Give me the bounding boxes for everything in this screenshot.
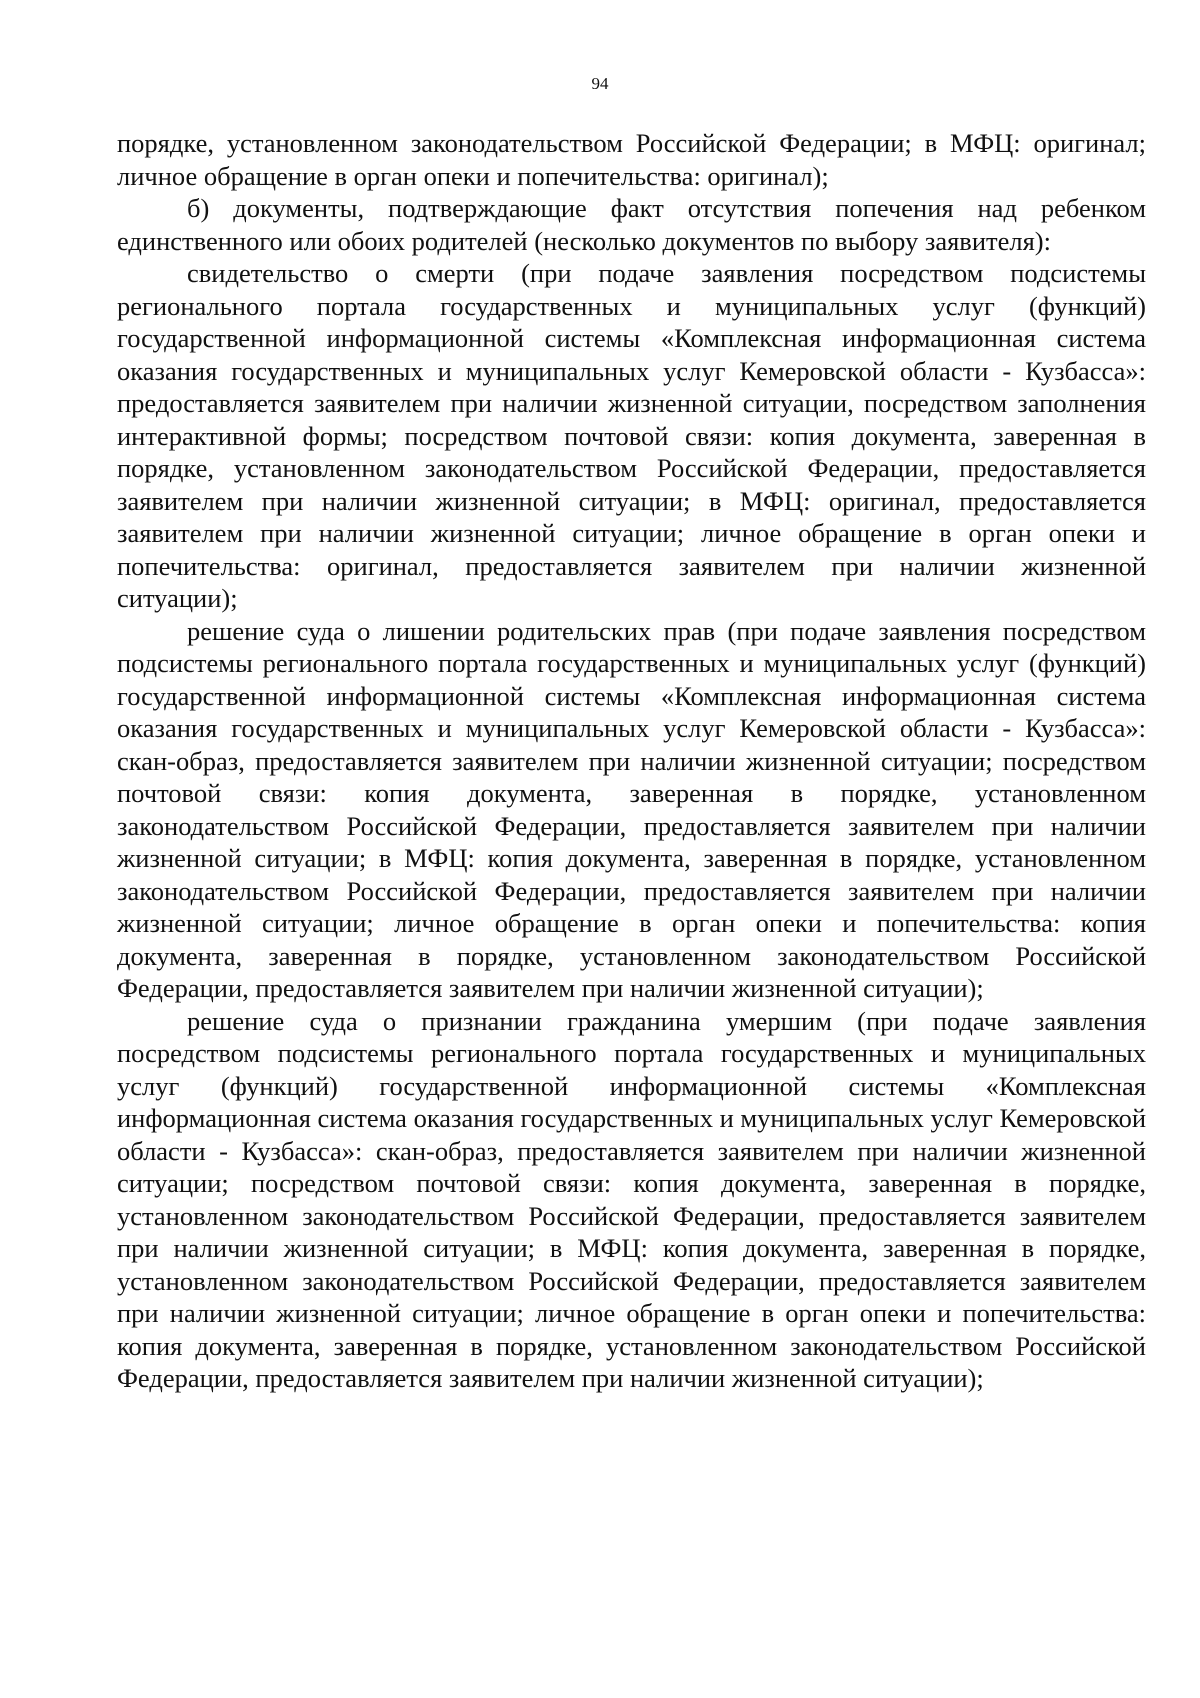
paragraph-court-decision-deceased: решение суда о признании гражданина умершим (при подаче заявления посредством подсистемы регионального портала государственных и муниципальных услуг (функций) государственной информационной системы «Комплексная информационная система оказания государственных и муниципальных услуг Кемеровской области - Кузбасса»: скан-образ, предоставляется заявителем при наличии жизненной ситуации; посредством почтовой связи: копия документа, заверенная в порядке, установленном законодательством Российской Федерации, предоставляется заявителем при наличии жизненной ситуации; в МФЦ: копия документа, заверенная в порядке, установленном законодательством Российской Федерации, предоставляется заявителем при наличии жизненной ситуации; личное обращение в орган опеки и попечительства: копия документа, заверенная в порядке, установленном законодательством Российской Федерации, предоставляется заявителем при наличии жизненной ситуации);	[117, 1005, 1146, 1393]
paragraph-item-b: б) документы, подтверждающие факт отсутствия попечения над ребенком единственного или обоих родителей (несколько документов по выбору заявителя):	[117, 193, 1146, 256]
paragraph-court-decision-parental-rights: решение суда о лишении родительских прав (при подаче заявления посредством подсистемы регионального портала государственных и муниципальных услуг (функций) государственной информационной системы «Комплексная информационная система оказания государственных и муниципальных услуг Кемеровской области - Кузбасса»: скан-образ, предоставляется заявителем при наличии жизненной ситуации; посредством почтовой связи: копия документа, заверенная в порядке, установленном законодательством Российской Федерации, предоставляется заявителем при наличии жизненной ситуации; в МФЦ: копия документа, заверенная в порядке, установленном законодательством Российской Федерации, предоставляется заявителем при наличии жизненной ситуации; личное обращение в орган опеки и попечительства: копия документа, заверенная в порядке, установленном законодательством Российской Федерации, предоставляется заявителем при наличии жизненной ситуации);	[117, 615, 1146, 1003]
page-number: 94	[591, 74, 609, 93]
document-body	[117, 127, 1146, 1395]
paragraph-continuation: порядке, установленном законодательством Российской Федерации; в МФЦ: оригинал; личное обращение в орган опеки и попечительства: оригинал);	[117, 128, 1146, 191]
paragraph-death-certificate: свидетельство о смерти (при подаче заявления посредством подсистемы регионального портала государственных и муниципальных услуг (функций) государственной информационной системы «Комплексная информационная система оказания государственных и муниципальных услуг Кемеровской области - Кузбасса»: предоставляется заявителем при наличии жизненной ситуации, посредством заполнения интерактивной формы; посредством почтовой связи: копия документа, заверенная в порядке, установленном законодательством Российской Федерации, предоставляется заявителем при наличии жизненной ситуации; в МФЦ: оригинал, предоставляется заявителем при наличии жизненной ситуации; личное обращение в орган опеки и попечительства: оригинал, предоставляется заявителем при наличии жизненной ситуации);	[117, 258, 1146, 613]
